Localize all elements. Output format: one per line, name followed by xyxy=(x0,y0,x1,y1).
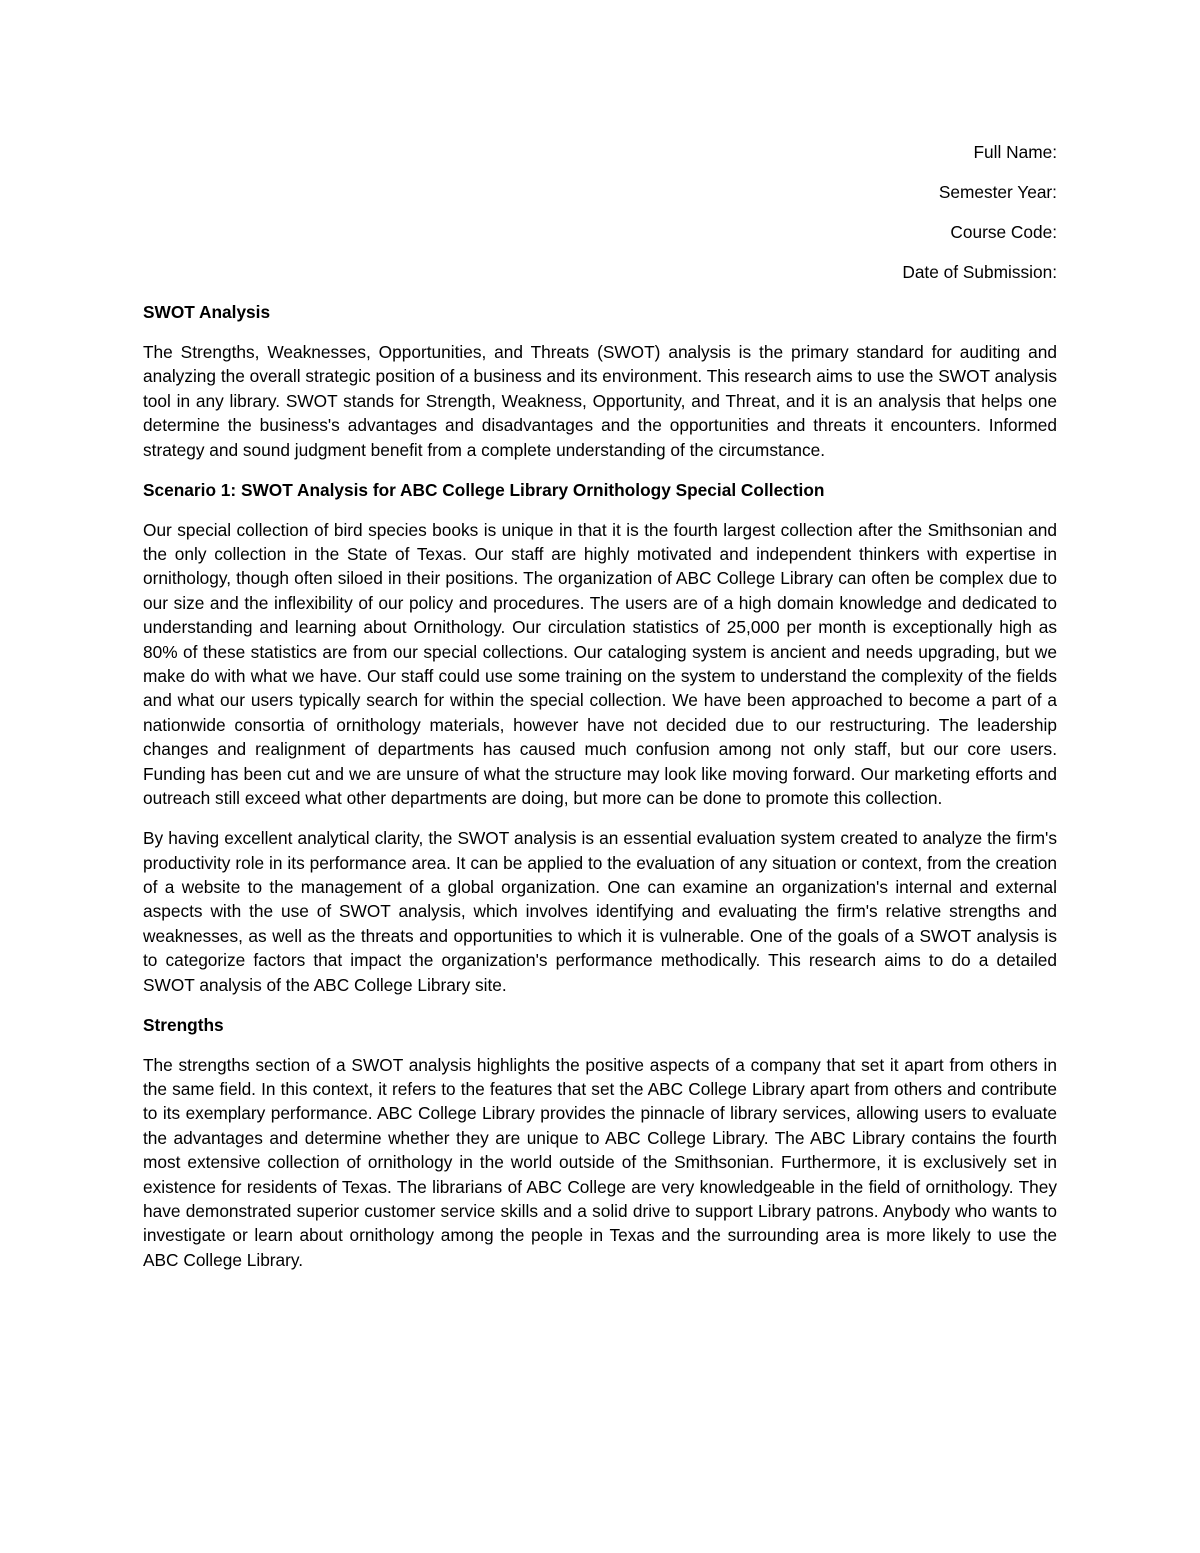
section-scenario-1 xyxy=(143,478,1057,997)
paragraph: The Strengths, Weaknesses, Opportunities, and Threats (SWOT) analysis is the primary standard for auditing and analyzing the overall strategic position of a business and its environment. This research aims to use the SWOT analysis tool in any library. SWOT stands for Strength, Weakness, Opportunity, and Threat, and it is an analysis that helps one determine the business's advantages and disadvantages and the opportunities and threats it encounters. Informed strategy and sound judgment benefit from a complete understanding of the circumstance. xyxy=(143,342,1057,460)
paragraph: By having excellent analytical clarity, the SWOT analysis is an essential evaluation system created to analyze the firm's productivity role in its performance area. It can be applied to the evaluation of any situation or context, from the creation of a website to the management of a global organization. One can examine an organization's internal and external aspects with the use of SWOT analysis, which involves identifying and evaluating the firm's relative strengths and weaknesses, as well as the threats and opportunities to which it is vulnerable. One of the goals of a SWOT analysis is to categorize factors that impact the organization's performance methodically. This research aims to do a detailed SWOT analysis of the ABC College Library site. xyxy=(143,828,1057,995)
section-heading: Scenario 1: SWOT Analysis for ABC College Library Ornithology Special Collection xyxy=(143,479,825,500)
section-heading: Strengths xyxy=(143,1014,224,1035)
semester-year-label: Semester Year: xyxy=(938,182,1057,202)
student-info-header xyxy=(143,140,1057,284)
document-page xyxy=(143,140,1057,1288)
section-swot-analysis xyxy=(143,300,1057,462)
date-of-submission-label: Date of Submission: xyxy=(902,262,1057,282)
section-strengths xyxy=(143,1013,1057,1273)
course-code-label: Course Code: xyxy=(950,222,1057,242)
section-heading: SWOT Analysis xyxy=(143,302,271,322)
paragraph: The strengths section of a SWOT analysis highlights the positive aspects of a company that set it apart from others in the same field. In this context, it refers to the features that set the ABC College Library apart from others and contribute to its exemplary performance. ABC College Library provides the pinnacle of library services, allowing users to evaluate the advantages and determine whether they are unique to ABC College Library. The ABC Library contains the fourth most extensive collection of ornithology in the world outside of the Smithsonian. Furthermore, it is exclusively set in existence for residents of Texas. The librarians of ABC College are very knowledgeable in the field of ornithology. They have demonstrated superior customer service skills and a solid drive to support Library patrons. Anybody who wants to investigate or learn about ornithology among the people in Texas and the surrounding area is more likely to use the ABC College Library. xyxy=(143,1054,1057,1270)
paragraph: Our special collection of bird species books is unique in that it is the fourth largest collection after the Smithsonian and the only collection in the State of Texas. Our staff are highly motivated and independent thinkers with expertise in ornithology, though often siloed in their positions. The organization of ABC College Library can often be complex due to our size and the inflexibility of our policy and procedures. The users are of a high domain knowledge and dedicated to understanding and learning about Ornithology. Our circulation statistics of 25,000 per month is exceptionally high as 80% of these statistics are from our special collections. Our cataloging system is ancient and needs upgrading, but we make do with what we have. Our staff could use some training on the system to understand the complexity of the fields and what our users typically search for within the special collection. We have been approached to become a part of a nationwide consortia of ornithology materials, however have not decided due to our restructuring. The leadership changes and realignment of departments has caused much confusion among not only staff, but our core users. Funding has been cut and we are unsure of what the structure may look like moving forward. Our marketing efforts and outreach still exceed what other departments are doing, but more can be done to promote this collection. xyxy=(143,519,1057,809)
full-name-label: Full Name: xyxy=(973,142,1057,162)
